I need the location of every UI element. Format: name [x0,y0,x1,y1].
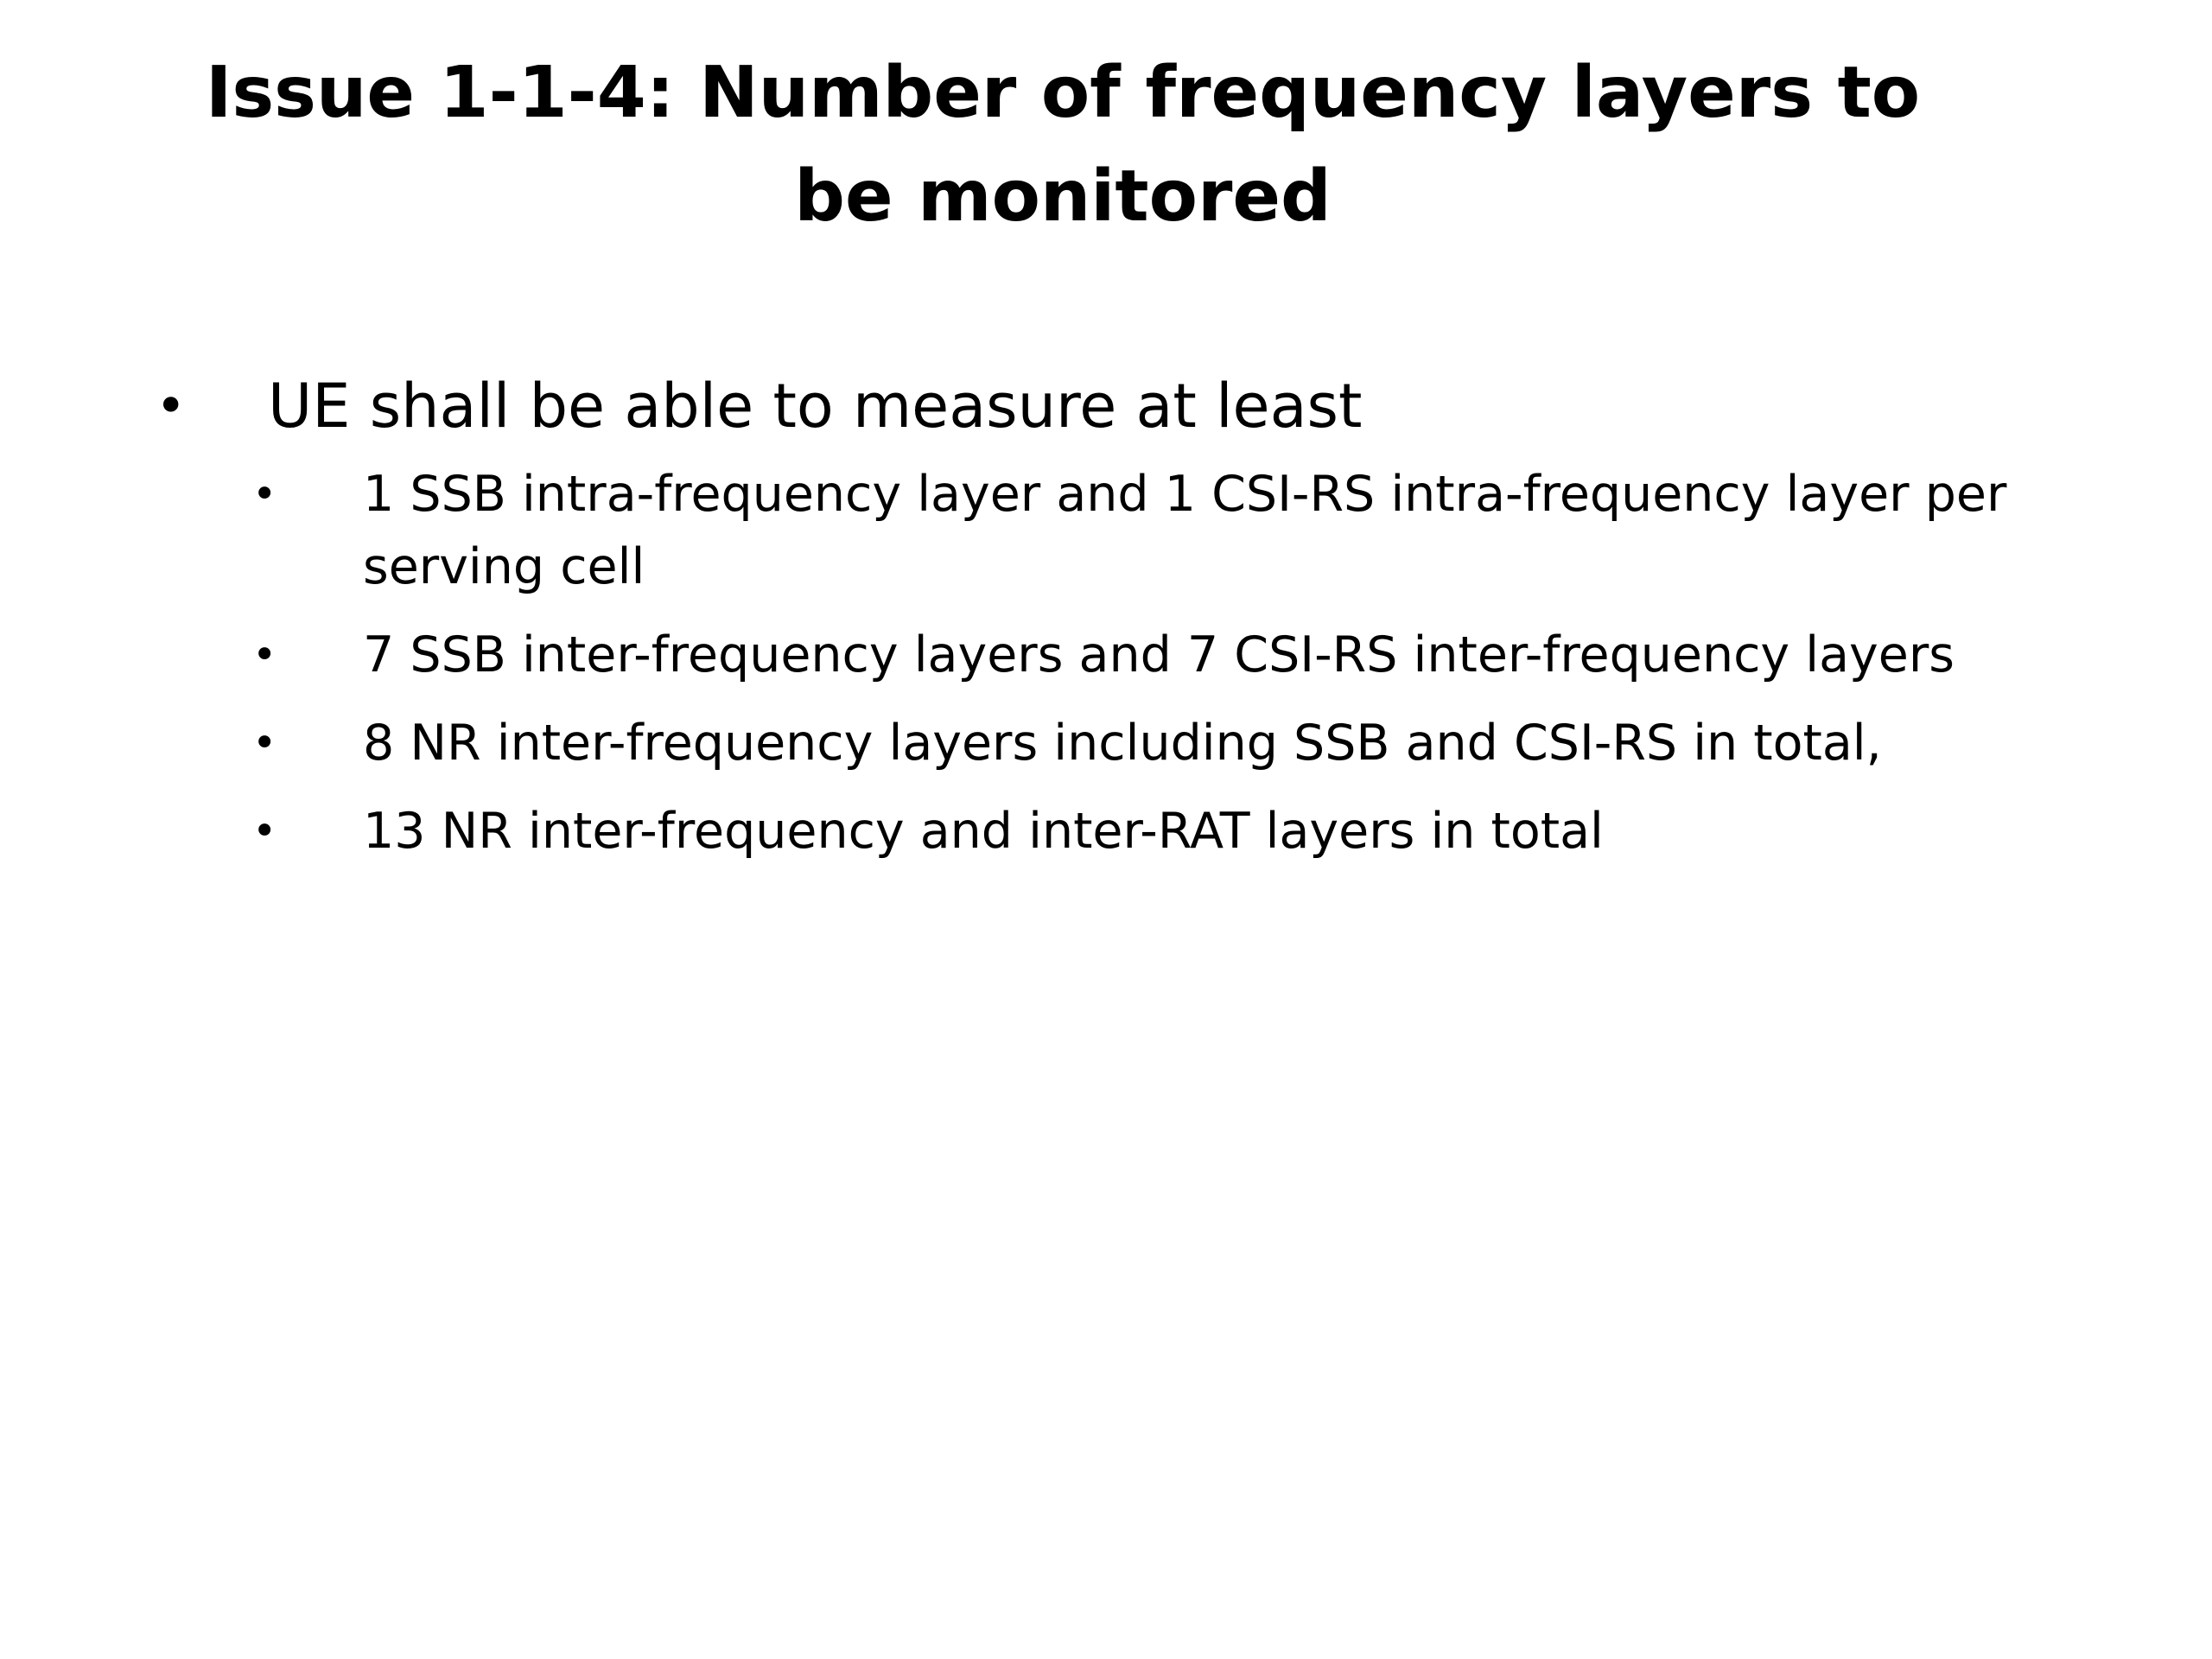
sub-bullet-text: 1 SSB intra-frequency layer and 1 CSI-RS intra-frequency layer per serving cell [363,466,2007,595]
sub-bullet-text: 13 NR inter-frequency and inter-RAT layers in total [363,803,1604,860]
bullet-icon: • [252,470,277,518]
sub-bullet-text: 7 SSB inter-frequency layers and 7 CSI-RS inter-frequency layers [363,626,1955,683]
bullet-list [147,354,2100,883]
slide-title: Issue 1-1-4: Number of frequency layers to be monitored [205,52,1921,238]
bullet-icon: • [252,719,277,767]
sub-bullet-item [147,707,2100,779]
sub-bullet-text: 8 NR inter-frequency layers including SSB and CSI-RS in total, [363,715,1882,772]
bullet-icon: • [156,376,187,436]
sub-bullet-list [252,458,2100,868]
sub-bullet-item [147,795,2100,868]
bullet-icon: • [252,807,277,855]
bullet-icon: • [252,631,277,679]
bullet-text: UE shall be able to measure at least [268,371,1363,442]
bullet-item [147,354,2100,868]
sub-bullet-item [147,619,2100,691]
sub-bullet-item [147,458,2100,603]
